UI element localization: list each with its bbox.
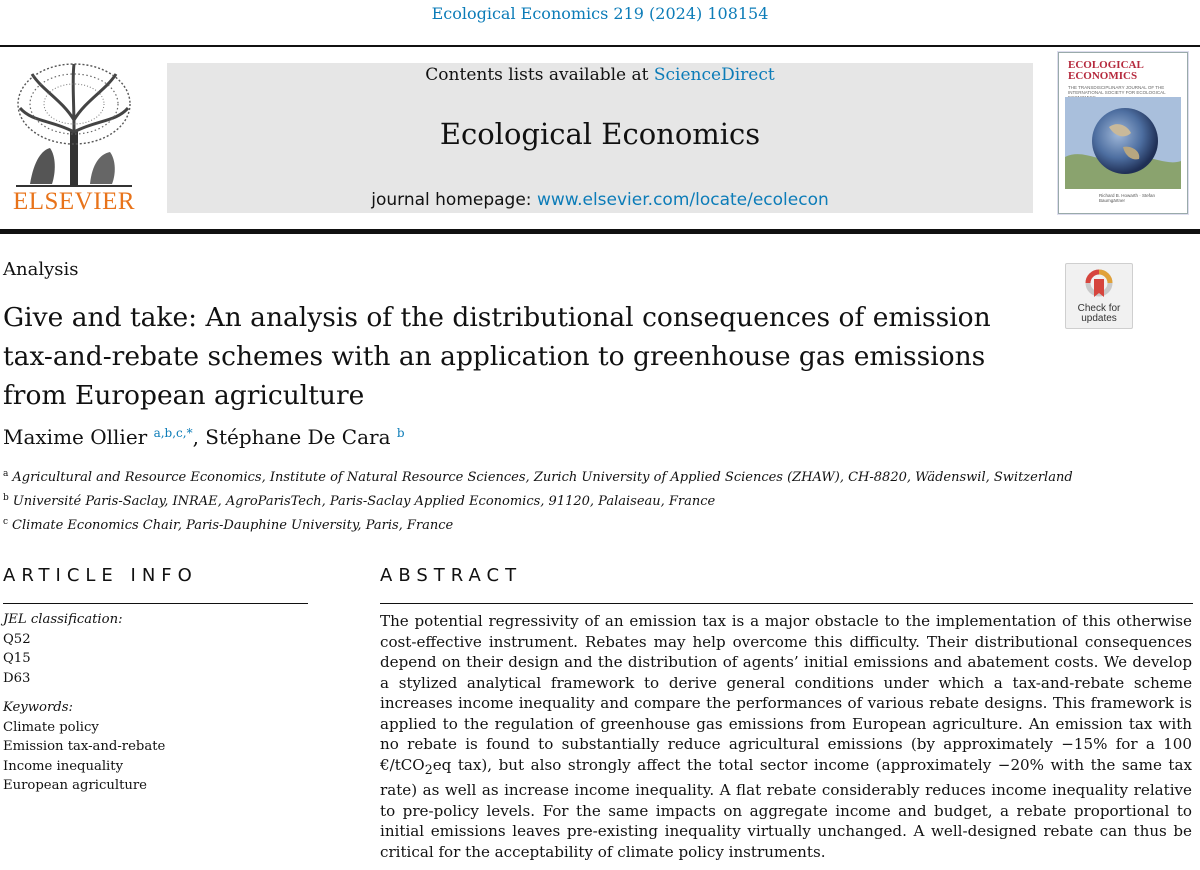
cover-title-line1: ECOLOGICAL <box>1068 59 1144 71</box>
affiliation-list <box>3 464 1073 536</box>
check-updates-label <box>1066 304 1132 324</box>
contents-prefix: Contents lists available at <box>425 65 654 85</box>
jel-code: D63 <box>3 670 31 686</box>
abstract-text <box>380 611 1192 862</box>
article-title: Give and take: An analysis of the distributional consequences of emission tax-and-rebate schemes with an application to greenhouse gas emissions from European agriculture <box>3 302 991 411</box>
jel-code: Q15 <box>3 651 31 666</box>
check-updates-line1: Check for <box>1077 303 1121 314</box>
author-name[interactable]: Maxime Ollier <box>3 425 148 449</box>
keyword: Climate policy <box>3 719 99 735</box>
abstract-part-2: eq tax), but also strongly affect the total sector income (approximately −20% with the same tax rate) as well as increase income inequality. A flat rebate considerably reduces income inequality relative to pre-policy levels. For the same impacts on aggregate income and budget, a rebate proportional to initial emissions leaves pre-existing inequality virtually unchanged. A well-designed rebate can thus be critical for the acceptability of climate policy instruments. <box>380 755 1192 861</box>
affiliation-mark: a <box>3 469 9 479</box>
sciencedirect-link[interactable]: ScienceDirect <box>653 65 775 85</box>
keywords-label: Keywords: <box>3 700 73 715</box>
affiliation-item <box>3 512 1073 536</box>
journal-citation-link[interactable]: Ecological Economics 219 (2024) 108154 <box>431 4 769 23</box>
keyword: Income inequality <box>3 758 124 774</box>
journal-masthead <box>167 63 1033 213</box>
elsevier-tree-icon <box>12 60 136 188</box>
affiliation-item <box>3 488 1073 512</box>
author-list <box>3 425 405 449</box>
article-section-label: Analysis <box>3 259 79 280</box>
journal-cover[interactable] <box>1058 52 1188 214</box>
keyword: European agriculture <box>3 778 147 793</box>
author-name[interactable]: Stéphane De Cara <box>205 425 391 449</box>
author-affiliation-marks[interactable]: b <box>396 426 405 440</box>
check-updates-icon <box>1085 269 1113 301</box>
article-info-panel <box>3 610 303 796</box>
cover-globe-image <box>1065 97 1181 189</box>
affiliation-text: Climate Economics Chair, Paris-Dauphine University, Paris, France <box>12 518 454 533</box>
article-info-rule <box>3 603 308 604</box>
jel-code: Q52 <box>3 631 31 647</box>
affiliation-text: Université Paris-Saclay, INRAE, AgroParisTech, Paris-Saclay Applied Economics, 91120, Palaiseau, France <box>12 494 716 509</box>
abstract-rule <box>380 603 1193 604</box>
cover-editors: Richard B. Howarth · Stefan Baumgärtner <box>1099 193 1156 203</box>
check-for-updates-button[interactable] <box>1065 263 1133 329</box>
affiliation-item <box>3 464 1073 488</box>
elsevier-wordmark: ELSEVIER <box>12 188 136 215</box>
top-rule <box>0 45 1200 47</box>
journal-homepage-link[interactable]: www.elsevier.com/locate/ecolecon <box>536 190 829 210</box>
homepage-prefix: journal homepage: <box>371 190 537 210</box>
article-info-heading: ARTICLE INFO <box>3 565 198 586</box>
abstract-part-1: The potential regressivity of an emission tax is a major obstacle to the implementation of this otherwise cost-effective instrument. Rebates may help overcome this difficulty. Their distributional consequences depend on their design and the distribution of agents’ initial emissions and abatement costs. We develop a stylized analytical framework to derive general conditions under which a tax-and-rebate scheme increases income inequality and compare the performances of various rebate designs. This framework is applied to the regulation of greenhouse gas emissions from European agriculture. An emission tax with no rebate is found to substantially reduce agricultural emissions (by approximately −15% for a 100 €/tCO <box>380 612 1192 774</box>
cover-title <box>1068 60 1180 82</box>
cover-subtitle: THE TRANSDISCIPLINARY JOURNAL OF THE INTERNATIONAL SOCIETY FOR ECOLOGICAL <box>1068 85 1166 95</box>
keyword: Emission tax-and-rebate <box>3 739 166 754</box>
elsevier-logo[interactable] <box>6 60 142 218</box>
affiliation-text: Agricultural and Resource Economics, Institute of Natural Resource Sciences, Zurich University of Applied Sciences (ZHAW), CH-8820, Wädenswil, Switzerland <box>12 470 1073 485</box>
header-rule <box>0 229 1200 234</box>
homepage-line <box>167 190 1033 210</box>
affiliation-mark: c <box>3 517 9 527</box>
jel-label: JEL classification: <box>3 612 123 627</box>
check-updates-line2: updates <box>1081 313 1117 324</box>
abstract-heading: ABSTRACT <box>380 565 523 586</box>
author-separator: , <box>192 425 206 449</box>
journal-name: Ecological Economics <box>439 117 761 151</box>
abstract-subscript: 2 <box>424 761 433 777</box>
affiliation-mark: b <box>3 493 9 503</box>
author-affiliation-marks[interactable]: a,b,c,* <box>153 426 193 440</box>
cover-title-line2: ECONOMICS <box>1068 70 1138 82</box>
contents-line <box>167 65 1033 85</box>
